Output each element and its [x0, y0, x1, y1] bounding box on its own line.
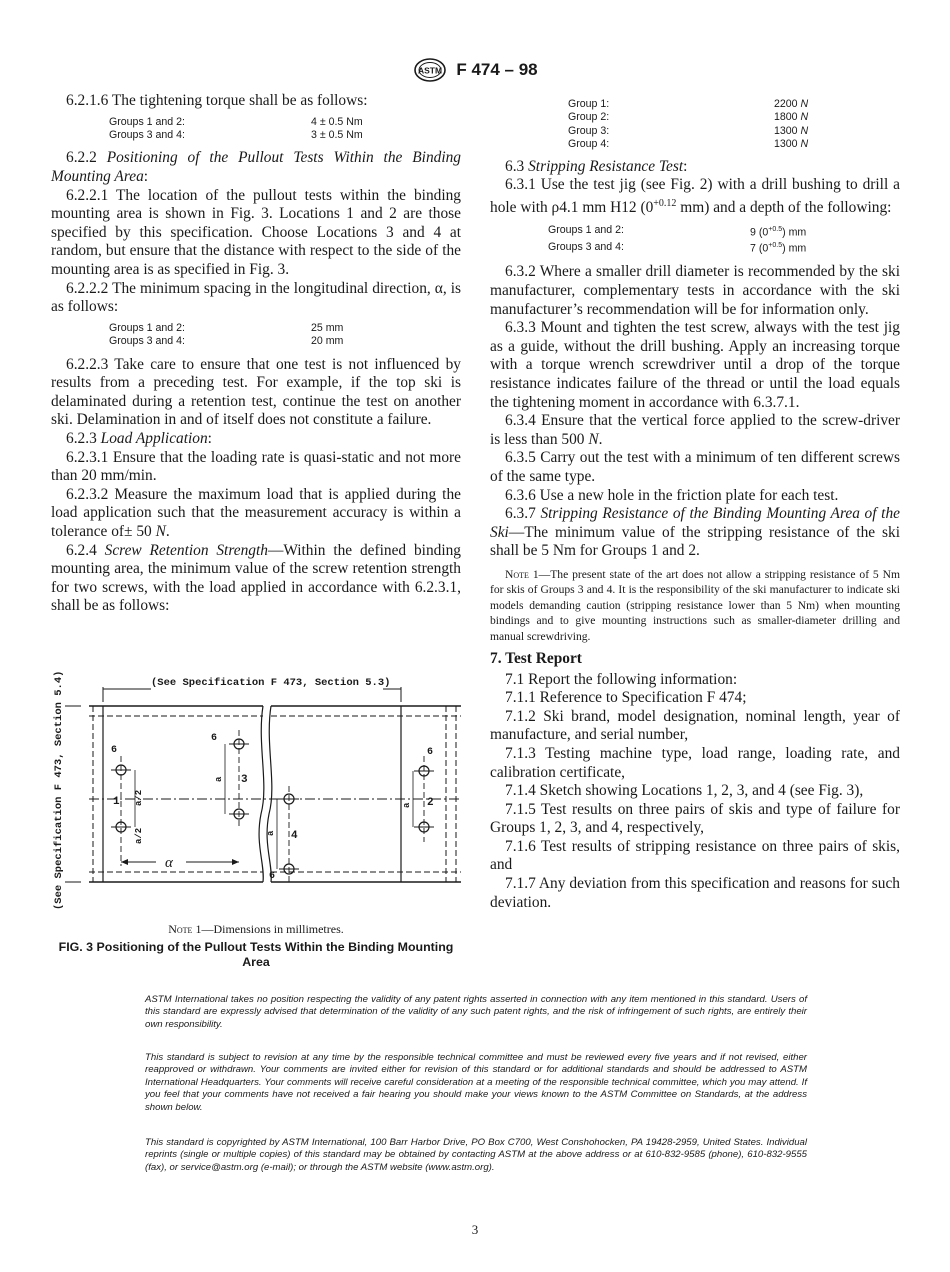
section-title: Stripping Resistance Test	[528, 157, 684, 175]
value: 1300	[774, 138, 798, 151]
para-6-2-3-1: 6.2.3.1 Ensure that the loading rate is quasi-static and not more than 20 mm/min.	[51, 448, 461, 485]
break-line	[267, 706, 272, 882]
table-row	[568, 125, 808, 138]
punct: .	[598, 430, 603, 448]
unit: N	[800, 124, 809, 137]
para-text: —The minimum value of the stripping resistance of the ski shall be 5 Nm for Groups 1 and 2.	[490, 523, 900, 560]
figure-caption: FIG. 3 Positioning of the Pullout Tests Within the Binding Mounting Area	[58, 940, 454, 970]
retention-value	[774, 98, 808, 111]
note-1	[490, 567, 900, 644]
section-title: Positioning of the Pullout Tests Within the Binding Mounting Area	[51, 149, 461, 185]
para-7-1-5: 7.1.5 Test results on three pairs of skis and type of failure for Groups 1, 2, 3, and 4, respectively,	[490, 800, 900, 837]
footer-copyright-statement: This standard is copyrighted by ASTM International, 100 Barr Harbor Drive, PO Box C700, West Conshohocken, PA 19428-2959, United States. Individual reprints (single or multiple copies) of this standard may be obtained by contacting ASTM at the above address or at 610-832-9585 (phone), 610-832-9555 (fax), or service@astm.org (e-mail); or through the ASTM website (www.astm.org).	[145, 1137, 807, 1173]
value: 1800	[774, 111, 798, 124]
para-6-2-3	[51, 430, 461, 449]
punct: :	[683, 157, 688, 175]
dim-six-label: 6	[111, 745, 118, 756]
torque-value: 3 ± 0.5 Nm	[311, 129, 363, 141]
torque-value: 4 ± 0.5 Nm	[311, 115, 363, 128]
value: 9 (0	[750, 226, 769, 239]
retention-value	[774, 125, 808, 138]
para-6-2-2-2: 6.2.2.2 The minimum spacing in the longitudinal direction, α, is as follows:	[51, 279, 461, 316]
location-label-1: 1	[113, 796, 120, 808]
table-row	[109, 322, 343, 335]
dim-a2-label: a/2	[134, 827, 144, 844]
dim-six-label: 6	[427, 747, 434, 758]
para-6-3-5: 6.3.5 Carry out the test with a minimum of ten different screws of the same type.	[490, 449, 900, 485]
retention-value	[774, 111, 808, 124]
figure-note	[51, 922, 461, 937]
para-6-3-4	[490, 412, 900, 449]
note-prefix: Note	[168, 922, 193, 936]
break-line	[259, 706, 264, 882]
para-text: mm) and a depth of the following:	[676, 198, 892, 216]
section-number: 6.3.7	[505, 505, 536, 523]
punct: :	[143, 168, 149, 185]
superscript: +0.5	[768, 242, 783, 250]
depth-value	[750, 239, 806, 256]
section-title: Screw Retention Strength	[104, 541, 268, 559]
para-6-3-1	[490, 176, 900, 217]
unit: N	[800, 138, 809, 151]
top-dimension-label: (See Specification F 473, Section 5.3)	[151, 677, 391, 689]
para-6-2-2-3: 6.2.2.3 Take care to ensure that one test is not influenced by results from a preceding test. For example, if the top ski is delaminated during a retention test, continue the test on another ski. Delamination in and of itself does not constitute a failure.	[51, 355, 461, 429]
torque-label: Groups 1 and 2:	[109, 115, 185, 128]
note-text: 1—The present state of the art does not allow a stripping resistance of 5 Nm for skis of Groups 3 and 4. It is the responsibility of the ski manufacturer to indicate ski models demanding caution (stripping resistance lower than 5 Nm) when mounting bindings and to give mounting instructions such as smaller-diameter drilling and manual screwdriving.	[490, 567, 900, 643]
location-label-4: 4	[291, 830, 298, 842]
para-7-1: 7.1 Report the following information:	[505, 670, 738, 688]
figure-3	[51, 664, 461, 924]
dim-a2-label: a/2	[134, 789, 144, 806]
location-label-3: 3	[241, 774, 248, 786]
left-column	[51, 92, 461, 616]
value: 7 (0	[750, 243, 769, 255]
section-number: 6.3	[505, 157, 525, 175]
depth-label: Groups 3 and 4:	[548, 241, 624, 254]
para-6-2-1-6: 6.2.1.6 The tightening torque shall be as follows:	[66, 92, 368, 109]
para-6-2-4	[51, 542, 461, 616]
value: 2200	[774, 98, 798, 110]
alpha-label: α	[165, 855, 173, 871]
spacing-value: 20 mm	[311, 335, 344, 348]
value: 1300	[774, 124, 798, 137]
retention-label: Group 1:	[568, 98, 610, 110]
para-7-1-3: 7.1.3 Testing machine type, load range, loading rate, and calibration certificate,	[490, 744, 900, 781]
unit: N	[800, 98, 809, 110]
table-row	[568, 138, 808, 151]
para-7-1-6: 7.1.6 Test results of stripping resistance on three pairs of skis, and	[490, 837, 900, 874]
note-text: 1—Dimensions in millimetres.	[195, 922, 344, 936]
section-title: Stripping Resistance of the Binding Mounting Area of the Ski	[490, 505, 900, 541]
retention-label: Group 2:	[568, 111, 610, 124]
table-row	[109, 335, 343, 348]
side-dimension-label: (See Specification F 473, Section 5.4)	[53, 670, 65, 910]
para-7-1-1: 7.1.1 Reference to Specification F 474;	[505, 689, 747, 707]
spacing-value: 25 mm	[311, 321, 344, 334]
standard-designation: F 474 – 98	[456, 60, 538, 79]
retention-label: Group 3:	[568, 124, 610, 137]
para-text: 6.3.1 Use the test jig (see Fig. 2) with a drill bushing to drill a hole with ρ4.1 mm H12 (0	[490, 176, 900, 216]
table-row	[548, 223, 806, 240]
para-6-2-2-1: 6.2.2.1 The location of the pullout tests within the binding mounting area is shown in Fig. 3. Locations 1 and 2 are those specified by this specification. Choose Locations 3 and 4 at random, but ensure that the distance with respect to the side of the mounting area is as specified in Fig. 3.	[51, 186, 461, 278]
depth-table	[548, 223, 806, 257]
para-7-1-7: 7.1.7 Any deviation from this specification and reasons for such deviation.	[490, 875, 900, 911]
para-text: —Within the defined binding mounting area, the minimum value of the screw retention strength for two screws, with the load applied in accordance with 6.2.3.1, shall be as follows:	[51, 541, 462, 615]
para-6-2-2	[51, 149, 461, 186]
svg-text:ASTM: ASTM	[418, 65, 443, 76]
footer-patent-statement: ASTM International takes no position respecting the validity of any patent rights asserted in connection with any item mentioned in this standard. Users of this standard are expressly advised that determination of the validity of any such patent rights, and the risk of infringement of such rights, are entirely their own responsibility.	[145, 994, 807, 1030]
location-label-2: 2	[427, 797, 434, 809]
section-number: 6.2.4	[66, 541, 97, 559]
para-6-3-6: 6.3.6 Use a new hole in the friction plate for each test.	[505, 486, 839, 504]
unit: N	[588, 430, 599, 448]
page-number: 3	[471, 1222, 479, 1237]
pullout-diagram	[51, 664, 461, 914]
section-7-heading: 7. Test Report	[490, 649, 582, 667]
retention-label: Group 4:	[568, 138, 610, 151]
table-row	[109, 116, 363, 129]
para-7-1-4: 7.1.4 Sketch showing Locations 1, 2, 3, and 4 (see Fig. 3),	[505, 782, 864, 800]
dim-six-label: 6	[211, 733, 218, 744]
depth-value	[750, 223, 806, 240]
dim-a-label: a	[214, 776, 224, 782]
punct: :	[207, 429, 212, 447]
para-7-1-2: 7.1.2 Ski brand, model designation, nominal length, year of manufacture, and serial number,	[490, 707, 900, 744]
table-row	[548, 239, 806, 256]
retention-value	[774, 138, 808, 151]
footer-revision-statement: This standard is subject to revision at any time by the responsible technical committee and must be reviewed every five years and if not revised, either reapproved or withdrawn. Your comments are invited either for revision of this standard or for additional standards and should be addressed to ASTM International Headquarters. Your comments will receive careful consideration at a meeting of the responsible technical committee, which you may attend. If you feel that your comments have not received a fair hearing you should make your views known to the ASTM Committee on Standards, at the address shown below.	[145, 1052, 807, 1113]
value: ) mm	[782, 226, 807, 239]
spacing-label: Groups 3 and 4:	[109, 335, 185, 348]
table-row	[568, 111, 808, 124]
unit: N	[155, 522, 166, 540]
dim-six-label: 6	[269, 871, 276, 882]
arrow-head	[121, 859, 128, 865]
para-text: 6.2.3.2 Measure the maximum load that is applied during the load application such that the measurement accuracy is within a tolerance of± 50	[51, 485, 461, 540]
spacing-label: Groups 1 and 2:	[109, 321, 185, 334]
torque-label: Groups 3 and 4:	[109, 129, 185, 141]
punct: .	[165, 522, 170, 540]
dim-a-label: a	[266, 830, 276, 836]
superscript: +0.5	[768, 225, 783, 233]
para-text: 6.3.4 Ensure that the vertical force applied to the screw-driver is less than 500	[490, 412, 900, 448]
para-6-3-7	[490, 505, 900, 561]
astm-logo-icon	[412, 57, 448, 83]
note-prefix: Note	[505, 567, 529, 581]
page-header	[0, 57, 950, 83]
section-title: Load Application	[100, 429, 208, 447]
arrow-head	[232, 859, 239, 865]
para-6-3-2: 6.3.2 Where a smaller drill diameter is recommended by the ski manufacturer, complementary tests in accordance with the ski manufacturer’s recommendation will be for information only.	[490, 263, 900, 318]
para-6-3-3: 6.3.3 Mount and tighten the test screw, always with the test jig as a guide, without the drill bushing. Apply an increasing torque with a torque wrench screwdriver until a drop of the torque resistance indicates failure of the thread or until the load equals the tightening moment in accordance with 6.3.7.1.	[490, 319, 900, 411]
para-6-3	[490, 158, 900, 177]
right-column	[490, 98, 900, 912]
spacing-table	[109, 322, 343, 349]
retention-table	[568, 98, 808, 152]
dim-a-label: a	[402, 802, 412, 808]
value: ) mm	[782, 243, 807, 255]
depth-label: Groups 1 and 2:	[548, 224, 624, 237]
table-row	[568, 98, 808, 111]
unit: N	[800, 111, 809, 124]
para-6-2-3-2	[51, 486, 461, 542]
section-number: 6.2.3	[66, 429, 97, 447]
table-row	[109, 129, 363, 142]
section-number: 6.2.2	[66, 149, 97, 167]
superscript: +0.12	[653, 197, 677, 209]
torque-table	[109, 116, 363, 143]
